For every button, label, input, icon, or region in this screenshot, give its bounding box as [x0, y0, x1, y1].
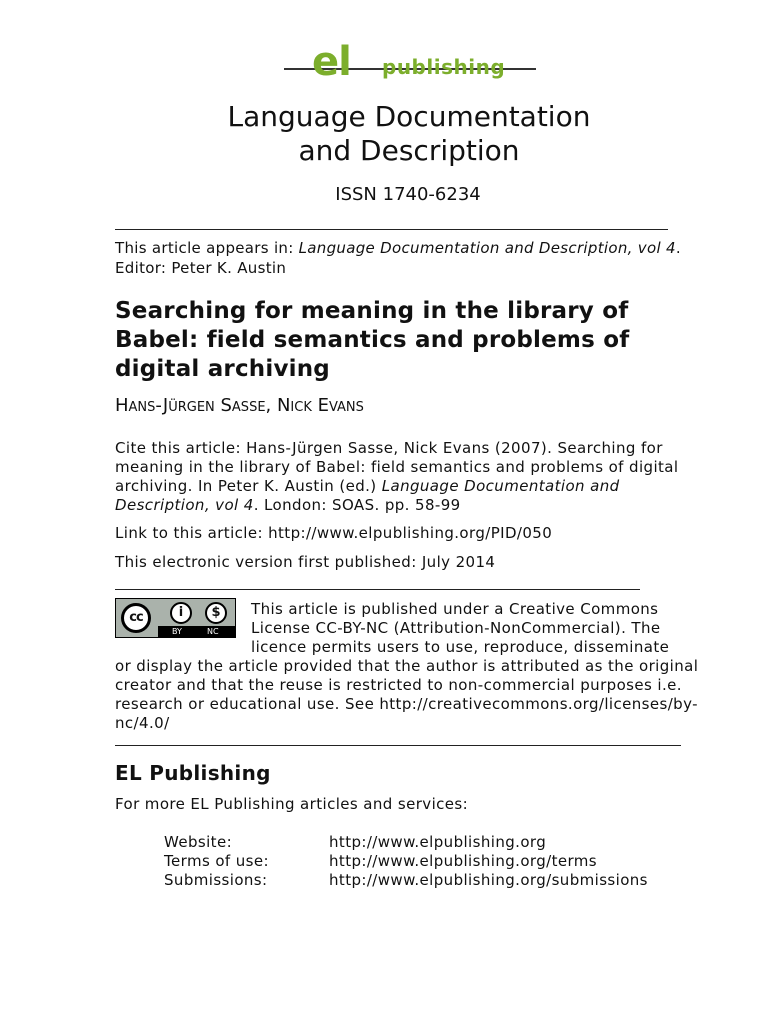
badge-label-strip: [158, 626, 235, 637]
services-links: [164, 833, 704, 890]
logo-el-text: el: [312, 39, 351, 85]
appears-in-prefix: This article appears in:: [115, 239, 299, 257]
submissions-link[interactable]: http://www.elpublishing.org/submissions: [329, 871, 648, 889]
el-publishing-heading: EL Publishing: [115, 761, 271, 785]
services-row: [164, 852, 704, 871]
appears-in-editor: . Editor: Peter K. Austin: [115, 239, 681, 277]
cc-by-nc-badge[interactable]: [115, 598, 236, 638]
submissions-label: Submissions:: [164, 871, 268, 889]
journal-title-line1: Language Documentation: [227, 100, 591, 133]
appears-in: [115, 238, 715, 278]
citation: [115, 439, 715, 515]
terms-label: Terms of use:: [164, 852, 269, 870]
website-label: Website:: [164, 833, 233, 851]
divider-2: [115, 589, 640, 590]
cc-icon: cc: [121, 603, 151, 633]
citation-suffix: . London: SOAS. pp. 58-99: [253, 496, 461, 514]
logo-publishing-text: publishing: [382, 55, 506, 79]
by-icon: i: [170, 602, 192, 624]
published-date: This electronic version first published: July 2014: [115, 553, 496, 571]
article-link[interactable]: Link to this article: http://www.elpublishing.org/PID/050: [115, 524, 553, 542]
article-title: Searching for meaning in the library of Babel: field semantics and problems of digital archiving: [115, 298, 630, 382]
authors-text: Hans-Jürgen Sasse, Nick Evans: [115, 395, 364, 416]
badge-nc-label: NC: [207, 627, 219, 636]
badge-by-label: BY: [172, 627, 182, 636]
citation-book: Language Documentation and Description, vol 4: [115, 477, 620, 514]
terms-link[interactable]: http://www.elpublishing.org/terms: [329, 852, 598, 870]
services-row: [164, 871, 704, 890]
license-line2: License CC-BY-NC (Attribution-NonCommercial). The: [251, 619, 661, 637]
divider-1: [115, 229, 668, 230]
website-link[interactable]: http://www.elpublishing.org: [329, 833, 547, 851]
el-publishing-sub: For more EL Publishing articles and services:: [115, 795, 469, 813]
nc-icon: $: [205, 602, 227, 624]
services-row: [164, 833, 704, 852]
issn: ISSN 1740-6234: [335, 184, 481, 205]
journal-title: [0, 100, 770, 168]
elpublishing-logo: [284, 39, 536, 88]
license-rest: or display the article provided that the author is attributed as the original creator and that the reuse is restricted to non-commercial purposes i.e. research or educational use. See http://creativecommons.org/licenses/by-nc/4.0/: [115, 657, 699, 732]
citation-prefix: Cite this article: Hans-Jürgen Sasse, Nick Evans (2007). Searching for meaning in the library of Babel: field semantics and problems of digital archiving. In Peter K. Austin (ed.): [115, 439, 679, 495]
divider-3: [115, 745, 681, 746]
license-line1: This article is published under a Creative Commons: [251, 600, 659, 618]
article-authors: [115, 394, 364, 418]
journal-title-line2: and Description: [298, 134, 520, 167]
appears-in-journal: Language Documentation and Description, vol 4: [298, 239, 676, 257]
license-line3: licence permits users to use, reproduce, disseminate: [251, 638, 670, 656]
